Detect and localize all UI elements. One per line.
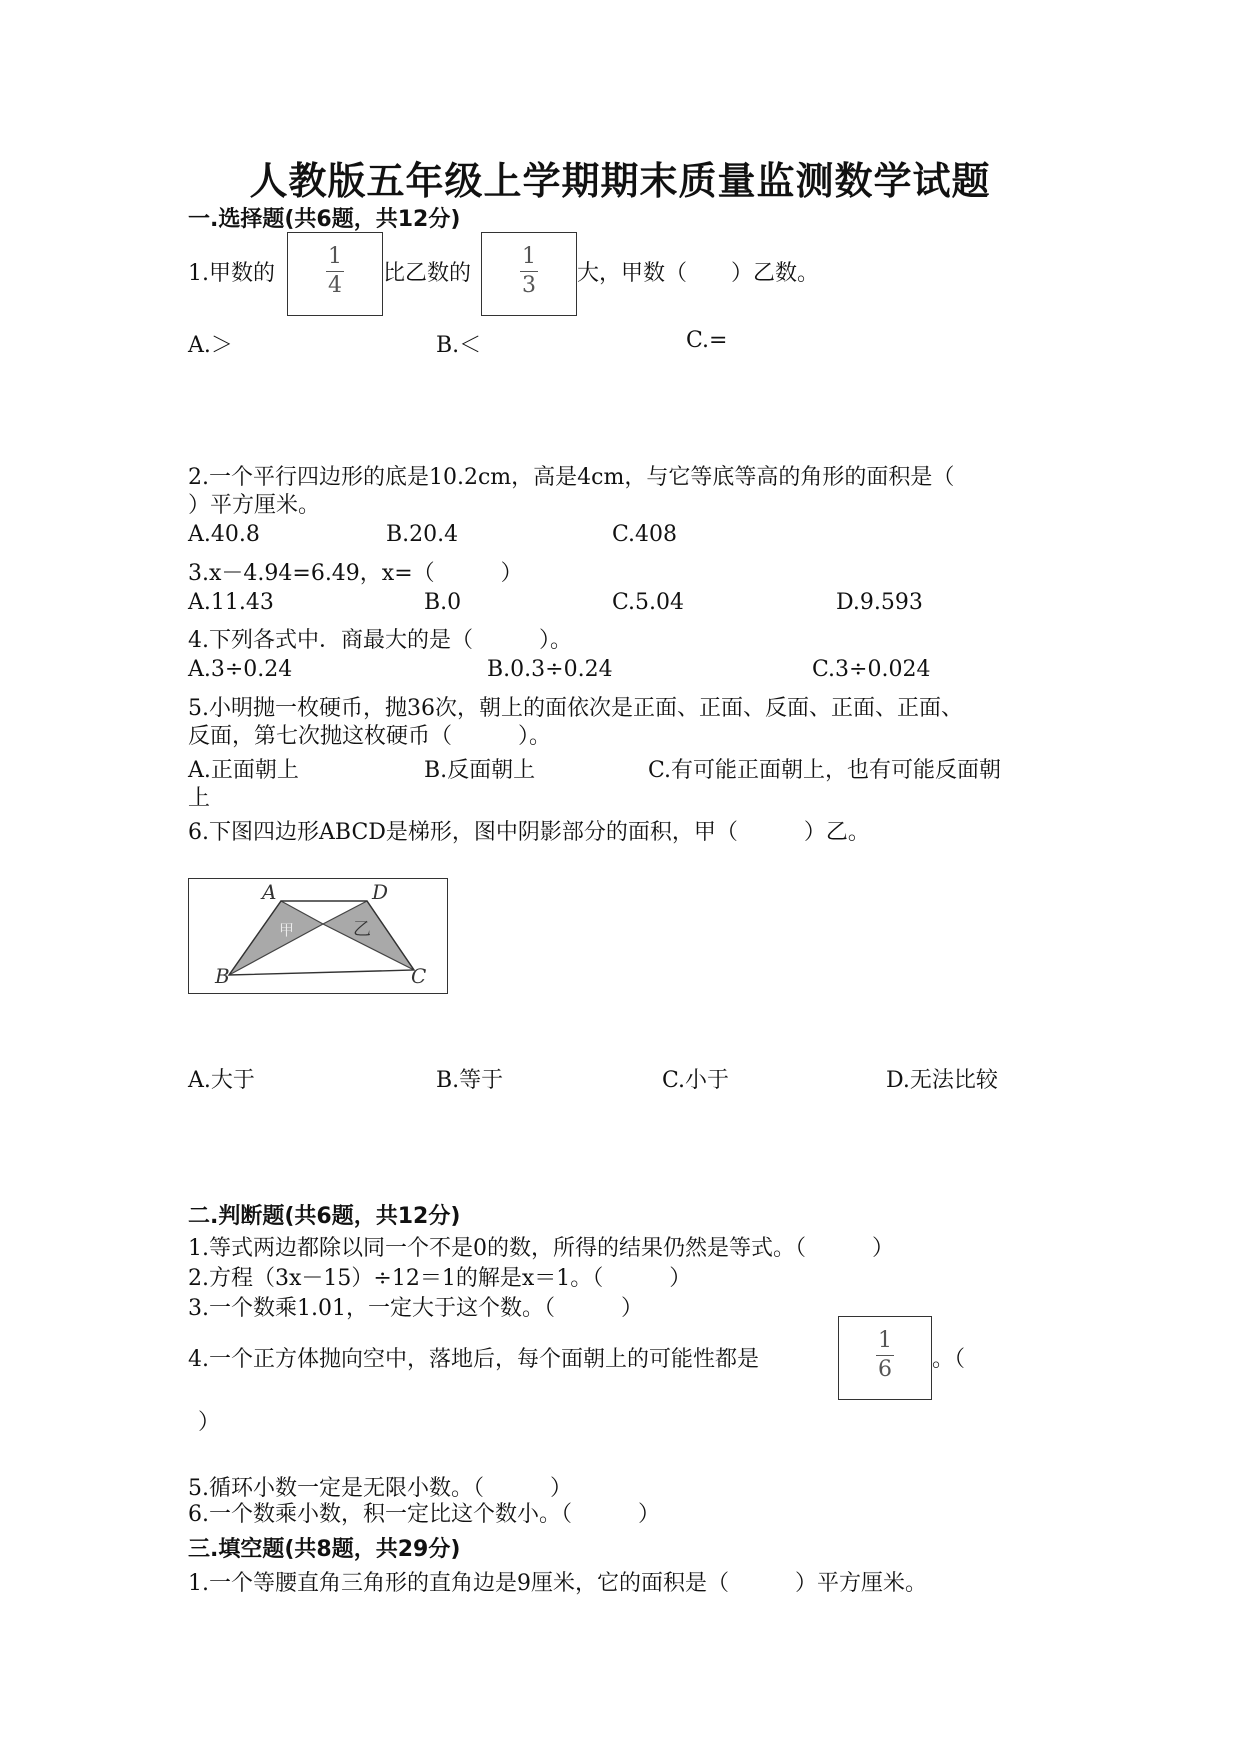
label-b: B <box>215 964 230 988</box>
q2-option-a: A.40.8 <box>188 522 260 547</box>
label-c: C <box>411 964 427 988</box>
q2-option-b: B.20.4 <box>386 522 459 547</box>
q5-option-c: C.有可能正面朝上，也有可能反面朝 <box>648 758 1002 783</box>
q6-option-d: D.无法比较 <box>886 1068 998 1093</box>
judge-q1: 1.等式两边都除以同一个不是0的数，所得的结果仍然是等式。（ ） <box>188 1236 894 1261</box>
label-jia: 甲 <box>279 921 295 939</box>
label-yi: 乙 <box>353 919 371 940</box>
q3-option-c: C.5.04 <box>612 590 685 615</box>
page-title: 人教版五年级上学期期末质量监测数学试题 <box>249 159 991 203</box>
judge-q5: 5.循环小数一定是无限小数。（ ） <box>188 1476 572 1501</box>
q6-option-a: A.大于 <box>188 1068 255 1093</box>
judge-q2: 2.方程（3x－15）÷12＝1的解是x＝1。（ ） <box>188 1266 692 1291</box>
fraction-numerator: 1 <box>522 244 536 269</box>
q1-option-c: C.= <box>686 328 728 353</box>
q1-text-part1: 1.甲数的 <box>188 261 275 286</box>
q6-option-b: B.等于 <box>436 1068 504 1093</box>
q1-option-b: B.＜ <box>436 333 482 358</box>
fraction-numerator: 1 <box>878 1328 892 1353</box>
judge-q4-text: 4.一个正方体抛向空中，落地后，每个面朝上的可能性都是 <box>188 1347 759 1372</box>
trapezoid-figure <box>188 878 448 994</box>
q3-option-d: D.9.593 <box>836 590 923 615</box>
q5-option-a: A.正面朝上 <box>188 758 299 783</box>
trapezoid-diagram <box>189 879 447 993</box>
label-a: A <box>262 880 277 904</box>
section-heading-fill: 三.填空题(共8题，共29分) <box>188 1537 461 1562</box>
q1-text-part2: 比乙数的 <box>383 261 472 286</box>
q3-option-a: A.11.43 <box>188 590 274 615</box>
judge-q4-text-end: 。（ <box>932 1347 966 1372</box>
fraction-numerator: 1 <box>328 244 342 269</box>
q2-text-line2: ）平方厘米。 <box>188 493 321 518</box>
q4-option-b: B.0.3÷0.24 <box>487 657 613 682</box>
q3-text: 3.x－4.94=6.49，x=（ ） <box>188 561 523 586</box>
q5-text-line2: 反面，第七次抛这枚硬币（ ）。 <box>188 724 552 749</box>
q4-option-c: C.3÷0.024 <box>812 657 931 682</box>
section-heading-judge: 二.判断题(共6题，共12分) <box>188 1204 461 1229</box>
q4-text: 4.下列各式中．商最大的是（ ）。 <box>188 628 572 653</box>
fill-q1: 1.一个等腰直角三角形的直角边是9厘米，它的面积是（ ）平方厘米。 <box>188 1571 927 1596</box>
section-heading-choice: 一.选择题(共6题，共12分) <box>188 207 461 232</box>
q6-option-c: C.小于 <box>662 1068 730 1093</box>
fraction-box-1-4 <box>287 232 383 316</box>
q2-option-c: C.408 <box>612 522 678 547</box>
fraction-denominator: 6 <box>878 1357 892 1382</box>
q3-option-b: B.0 <box>424 590 462 615</box>
shaded-triangle-jia <box>229 901 323 975</box>
q5-option-c-wrap: 上 <box>188 786 211 811</box>
fraction-denominator: 3 <box>522 273 536 298</box>
q1-text-part3: 大，甲数（ ）乙数。 <box>577 261 820 286</box>
judge-q4-paren-close: ） <box>198 1410 221 1435</box>
q5-option-b: B.反面朝上 <box>424 758 536 783</box>
q5-text-line1: 5.小明抛一枚硬币，抛36次，朝上的面依次是正面、正面、反面、正面、正面、 <box>188 696 963 721</box>
q1-option-a: A.＞ <box>188 333 233 358</box>
judge-q6: 6.一个数乘小数，积一定比这个数小。（ ） <box>188 1502 660 1527</box>
fraction-box-1-6 <box>838 1316 932 1400</box>
label-d: D <box>372 880 389 904</box>
fraction-box-1-3 <box>481 232 577 316</box>
q4-option-a: A.3÷0.24 <box>188 657 293 682</box>
judge-q3: 3.一个数乘1.01，一定大于这个数。（ ） <box>188 1296 643 1321</box>
q6-text: 6.下图四边形ABCD是梯形，图中阴影部分的面积，甲（ ）乙。 <box>188 820 870 845</box>
fraction-denominator: 4 <box>328 273 342 298</box>
q2-text-line1: 2.一个平行四边形的底是10.2cm，高是4cm，与它等底等高的角形的面积是（ <box>188 465 955 490</box>
